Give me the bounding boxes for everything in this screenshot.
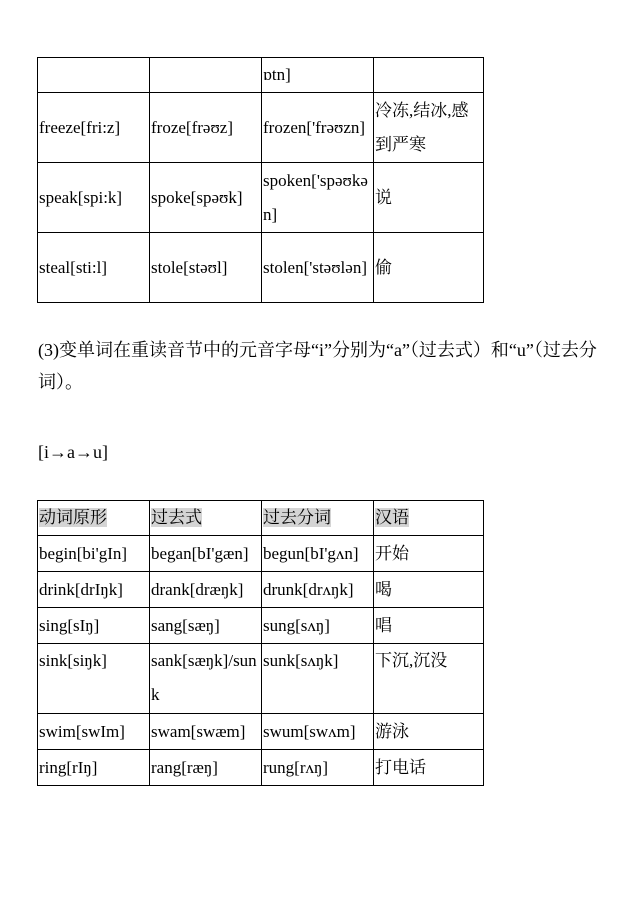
table-cell: began[bI'gæn] xyxy=(150,536,262,572)
table-cell: sung[sʌŋ] xyxy=(262,608,374,644)
verb-table-i-a-u xyxy=(37,500,484,786)
table-cell xyxy=(38,58,150,93)
table-cell: ring[rIŋ] xyxy=(38,750,150,786)
table-row xyxy=(38,608,484,644)
table-cell: steal[sti:l] xyxy=(38,233,150,303)
table-cell: sank[sæŋk]/sunk xyxy=(150,644,262,714)
table-cell: sunk[sʌŋk] xyxy=(262,644,374,714)
column-header: 过去分词 xyxy=(262,501,374,536)
rule-paragraph: (3)变单词在重读音节中的元音字母“i”分别为“a”（过去式）和“u”（过去分词）。 xyxy=(38,340,597,392)
table-cell xyxy=(374,58,484,93)
table-cell: 打电话 xyxy=(374,750,484,786)
column-header: 动词原形 xyxy=(38,501,150,536)
table-cell: 游泳 xyxy=(374,714,484,750)
table-cell: rang[ræŋ] xyxy=(150,750,262,786)
table-cell xyxy=(150,58,262,93)
table-cell: 说 xyxy=(374,163,484,233)
table-row xyxy=(38,536,484,572)
table-cell: drunk[drʌŋk] xyxy=(262,572,374,608)
table-cell: swum[swʌm] xyxy=(262,714,374,750)
table-cell: 冷冻,结冰,感到严寒 xyxy=(374,93,484,163)
table-cell: begin[bi'gIn] xyxy=(38,536,150,572)
table-cell: ɒtn] xyxy=(262,58,374,93)
verb-table-continued xyxy=(37,57,484,303)
table-cell: sink[siŋk] xyxy=(38,644,150,714)
table-cell: 下沉,沉没 xyxy=(374,644,484,714)
table-row xyxy=(38,233,484,303)
table-cell: 唱 xyxy=(374,608,484,644)
table-cell: rung[rʌŋ] xyxy=(262,750,374,786)
table-row xyxy=(38,644,484,714)
table-cell: freeze[fri:z] xyxy=(38,93,150,163)
table-cell: speak[spi:k] xyxy=(38,163,150,233)
column-header: 过去式 xyxy=(150,501,262,536)
table-cell: sing[sIŋ] xyxy=(38,608,150,644)
table-row xyxy=(38,163,484,233)
column-header: 汉语 xyxy=(374,501,484,536)
table-cell: spoken['spəʊkən] xyxy=(262,163,374,233)
table-cell: frozen['frəʊzn] xyxy=(262,93,374,163)
table-row xyxy=(38,572,484,608)
table-cell: 喝 xyxy=(374,572,484,608)
table-row xyxy=(38,93,484,163)
table-cell: stolen['stəʊlən] xyxy=(262,233,374,303)
table-cell: spoke[spəʊk] xyxy=(150,163,262,233)
table-cell: drink[drIŋk] xyxy=(38,572,150,608)
table-cell: swim[swIm] xyxy=(38,714,150,750)
table-cell: 偷 xyxy=(374,233,484,303)
table-cell: swam[swæm] xyxy=(150,714,262,750)
table-cell: stole[stəʊl] xyxy=(150,233,262,303)
table-row xyxy=(38,750,484,786)
table-cell: 开始 xyxy=(374,536,484,572)
table-cell: drank[dræŋk] xyxy=(150,572,262,608)
table-row xyxy=(38,58,484,93)
table-cell: froze[frəʊz] xyxy=(150,93,262,163)
vowel-pattern: [i→a→u] xyxy=(38,442,108,462)
table-row xyxy=(38,714,484,750)
table-cell: sang[sæŋ] xyxy=(150,608,262,644)
table-header-row xyxy=(38,501,484,536)
table-cell: begun[bI'gʌn] xyxy=(262,536,374,572)
